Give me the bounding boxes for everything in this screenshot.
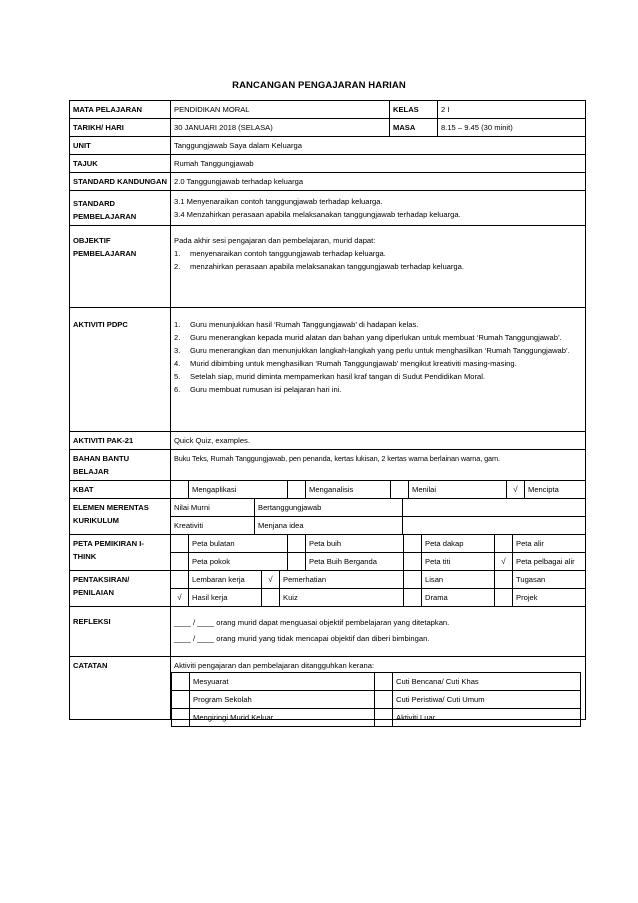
row-kbat xyxy=(70,481,585,499)
checkbox[interactable] xyxy=(171,535,189,552)
label-refleksi: REFLEKSI xyxy=(70,607,171,656)
catatan-intro: Aktiviti pengajaran dan pembelajaran ditangguhkan kerana: xyxy=(174,661,375,670)
checkbox[interactable] xyxy=(404,589,422,606)
kbat-options xyxy=(171,481,585,498)
objektif-list xyxy=(174,247,582,273)
elemen-row xyxy=(171,517,585,534)
label-aktiviti: AKTIVITI PDPC xyxy=(70,308,171,431)
objektif-intro: Pada akhir sesi pengajaran dan pembelajaran, murid dapat: xyxy=(174,236,376,245)
value-catatan xyxy=(171,657,585,722)
row-bahan xyxy=(70,450,585,481)
row-ithink xyxy=(70,535,585,571)
list-item: 2. menzahirkan perasaan apabila melaksanakan tanggungjawab terhadap keluarga. xyxy=(174,262,464,271)
label-tajuk: TAJUK xyxy=(70,155,171,172)
elemen-value: Bertanggungjawab xyxy=(255,499,403,516)
value-mata-pelajaran: PENDIDIKAN MORAL xyxy=(171,101,390,118)
checkbox[interactable] xyxy=(404,535,422,552)
sp-line: 3.1 Menyenaraikan contoh tanggungjawab terhadap keluarga. xyxy=(174,197,383,206)
kbat-option: Mengaplikasi xyxy=(189,481,288,498)
row-tarikh xyxy=(70,119,585,137)
value-standard-pembelajaran xyxy=(171,191,585,225)
pentaksiran-row xyxy=(171,589,585,606)
checkbox[interactable] xyxy=(262,589,280,606)
catatan-left xyxy=(171,672,375,727)
row-aktiviti xyxy=(70,308,585,432)
list-item: 3. Guru menerangkan dan menunjukkan langkah-langkah yang perlu untuk menghasilkan ‘Rumah Tanggungjawab’. xyxy=(174,346,570,355)
checkbox[interactable] xyxy=(288,553,306,570)
elemen-name: Nilai Murni xyxy=(171,499,255,516)
pentaksiran-option: Kuiz xyxy=(280,589,404,606)
checkbox[interactable] xyxy=(375,709,393,726)
checkbox[interactable] xyxy=(288,481,306,498)
checkbox[interactable] xyxy=(391,481,409,498)
pentaksiran-option: Tugasan xyxy=(516,575,546,584)
catatan-option: Mesyuarat xyxy=(190,673,375,690)
kbat-row xyxy=(171,481,585,498)
label-kbat: KBAT xyxy=(70,481,171,498)
label-pak21: AKTIVITI PAK-21 xyxy=(70,432,171,449)
checkbox[interactable] xyxy=(495,535,513,552)
value-aktiviti xyxy=(171,308,585,431)
pentaksiran-option: Projek xyxy=(516,593,538,602)
row-standard-pembelajaran xyxy=(70,191,585,226)
value-refleksi xyxy=(171,607,585,656)
value-masa: 8.15 – 9.45 (30 minit) xyxy=(441,123,513,132)
catatan-option: Program Sekolah xyxy=(190,691,375,708)
checkbox[interactable]: √ xyxy=(171,589,189,606)
row-elemen xyxy=(70,499,585,535)
kbat-option: Menganalisis xyxy=(306,481,391,498)
checkbox[interactable] xyxy=(172,673,190,690)
catatan-option: Cuti Bencana/ Cuti Khas xyxy=(393,673,581,690)
row-pak21 xyxy=(70,432,585,450)
checkbox[interactable] xyxy=(495,589,513,606)
checkbox[interactable] xyxy=(288,535,306,552)
refleksi-line: ____ / ____ orang murid yang tidak mencapai objektif dan diberi bimbingan. xyxy=(174,634,430,643)
checkbox[interactable] xyxy=(171,571,189,588)
checkbox[interactable] xyxy=(404,571,422,588)
label-catatan: CATATAN xyxy=(70,657,171,719)
ithink-option: Peta Buih Berganda xyxy=(306,553,404,570)
value-objektif xyxy=(171,226,585,307)
lesson-plan-table xyxy=(69,100,586,720)
checkbox[interactable]: √ xyxy=(507,481,525,498)
elemen-name: Kreativiti xyxy=(171,517,255,534)
elemen-value: Menjana idea xyxy=(255,517,403,534)
checkbox[interactable] xyxy=(375,691,393,708)
label-elemen: ELEMEN MERENTAS KURIKULUM xyxy=(70,499,171,534)
list-item: 1. Guru menunjukkan hasil ‘Rumah Tanggungjawab’ di hadapan kelas. xyxy=(174,320,419,329)
checkbox[interactable] xyxy=(172,691,190,708)
elemen-grid xyxy=(171,499,585,534)
pentaksiran-option: Pemerhatian xyxy=(280,571,404,588)
row-catatan xyxy=(70,657,585,722)
list-item: 2. Guru menerangkan kepada murid alatan dan bahan yang diperlukan untuk membuat ‘Rumah Tanggungjawab’. xyxy=(174,333,562,342)
list-item: 5. Setelah siap, murid diminta mempamerkan hasil kraf tangan di Sudut Pendidikan Moral. xyxy=(174,372,486,381)
ithink-row xyxy=(171,535,585,553)
checkbox[interactable]: √ xyxy=(262,571,280,588)
row-tajuk xyxy=(70,155,585,173)
value-tarikh: 30 JANUARI 2018 (SELASA) xyxy=(171,119,390,136)
list-item: 6. Guru membuat rumusan isi pelajaran hari ini. xyxy=(174,385,342,394)
ithink-option: Peta pelbagai alir xyxy=(516,557,575,566)
label-standard-pembelajaran: STANDARD PEMBELAJARAN xyxy=(70,191,171,225)
ithink-option: Peta dakap xyxy=(422,535,495,552)
label-standard-kandungan: STANDARD KANDUNGAN xyxy=(70,173,171,190)
list-item: 4. Murid dibimbing untuk menghasilkan ‘Rumah Tanggungjawab’ mengikut kreativiti masing-masing. xyxy=(174,359,517,368)
ithink-option: Peta pokok xyxy=(189,553,288,570)
checkbox[interactable] xyxy=(172,709,190,726)
row-mata-pelajaran xyxy=(70,101,585,119)
row-objektif xyxy=(70,226,585,308)
ithink-option: Peta bulatan xyxy=(189,535,288,552)
list-item: 1. menyenaraikan contoh tanggungjawab terhadap keluarga. xyxy=(174,249,386,258)
row-pentaksiran xyxy=(70,571,585,607)
pentaksiran-option: Lisan xyxy=(422,571,495,588)
checkbox[interactable] xyxy=(404,553,422,570)
catatan-option: Mengiringi Murid Keluar xyxy=(190,709,375,726)
label-unit: UNIT xyxy=(70,137,171,154)
label-objektif: OBJEKTIF PEMBELAJARAN xyxy=(70,226,171,307)
checkbox[interactable] xyxy=(171,553,189,570)
checkbox[interactable] xyxy=(171,481,189,498)
checkbox[interactable]: √ xyxy=(495,553,513,570)
value-standard-kandungan: 2.0 Tanggungjawab terhadap keluarga xyxy=(174,177,304,186)
value-tajuk: Rumah Tanggungjawab xyxy=(174,159,254,168)
label-mata-pelajaran: MATA PELAJARAN xyxy=(70,101,171,118)
label-bahan: BAHAN BANTU BELAJAR xyxy=(70,450,171,480)
elemen-row xyxy=(171,499,585,517)
label-tarikh: TARIKH/ HARI xyxy=(70,119,171,136)
pentaksiran-option: Drama xyxy=(422,589,495,606)
checkbox[interactable] xyxy=(495,571,513,588)
value-kelas: 2 I xyxy=(441,105,450,114)
refleksi-line: ____ / ____ orang murid dapat menguasai objektif pembelajaran yang ditetapkan. xyxy=(174,618,450,627)
label-kelas: KELAS xyxy=(390,101,438,118)
catatan-option: Aktiviti Luar xyxy=(393,709,581,726)
pentaksiran-row xyxy=(171,571,585,589)
row-unit xyxy=(70,137,585,155)
ithink-option: Peta buih xyxy=(306,535,404,552)
aktiviti-list xyxy=(174,318,582,396)
catatan-right xyxy=(375,672,581,727)
page-title: RANCANGAN PENGAJARAN HARIAN xyxy=(232,80,406,91)
pentaksiran-option: Hasil kerja xyxy=(189,589,262,606)
checkbox[interactable] xyxy=(375,673,393,690)
ithink-grid xyxy=(171,535,585,570)
ithink-option: Peta titi xyxy=(422,553,495,570)
value-bahan: Buku Teks, Rumah Tanggungjawab, pen penanda, kertas lukisan, 2 kertas warna berlainan warna, gam. xyxy=(174,454,500,463)
pentaksiran-option: Lembaran kerja xyxy=(189,571,262,588)
row-standard-kandungan xyxy=(70,173,585,191)
label-pentaksiran: PENTAKSIRAN/ PENILAIAN xyxy=(70,571,171,606)
value-unit: Tanggungjawab Saya dalam Keluarga xyxy=(174,141,302,150)
ithink-row xyxy=(171,553,585,570)
row-refleksi xyxy=(70,607,585,657)
kbat-option: Menilai xyxy=(409,481,507,498)
label-masa: MASA xyxy=(390,119,438,136)
label-ithink: PETA PEMIKIRAN I-THINK xyxy=(70,535,171,570)
pentaksiran-grid xyxy=(171,571,585,606)
ithink-option: Peta alir xyxy=(516,539,544,548)
value-pak21: Quick Quiz, examples. xyxy=(174,436,250,445)
sp-line: 3.4 Menzahirkan perasaan apabila melaksanakan tanggungjawab terhadap keluarga. xyxy=(174,210,461,219)
kbat-option: Mencipta xyxy=(528,485,559,494)
catatan-option: Cuti Peristiwa/ Cuti Umum xyxy=(393,691,581,708)
